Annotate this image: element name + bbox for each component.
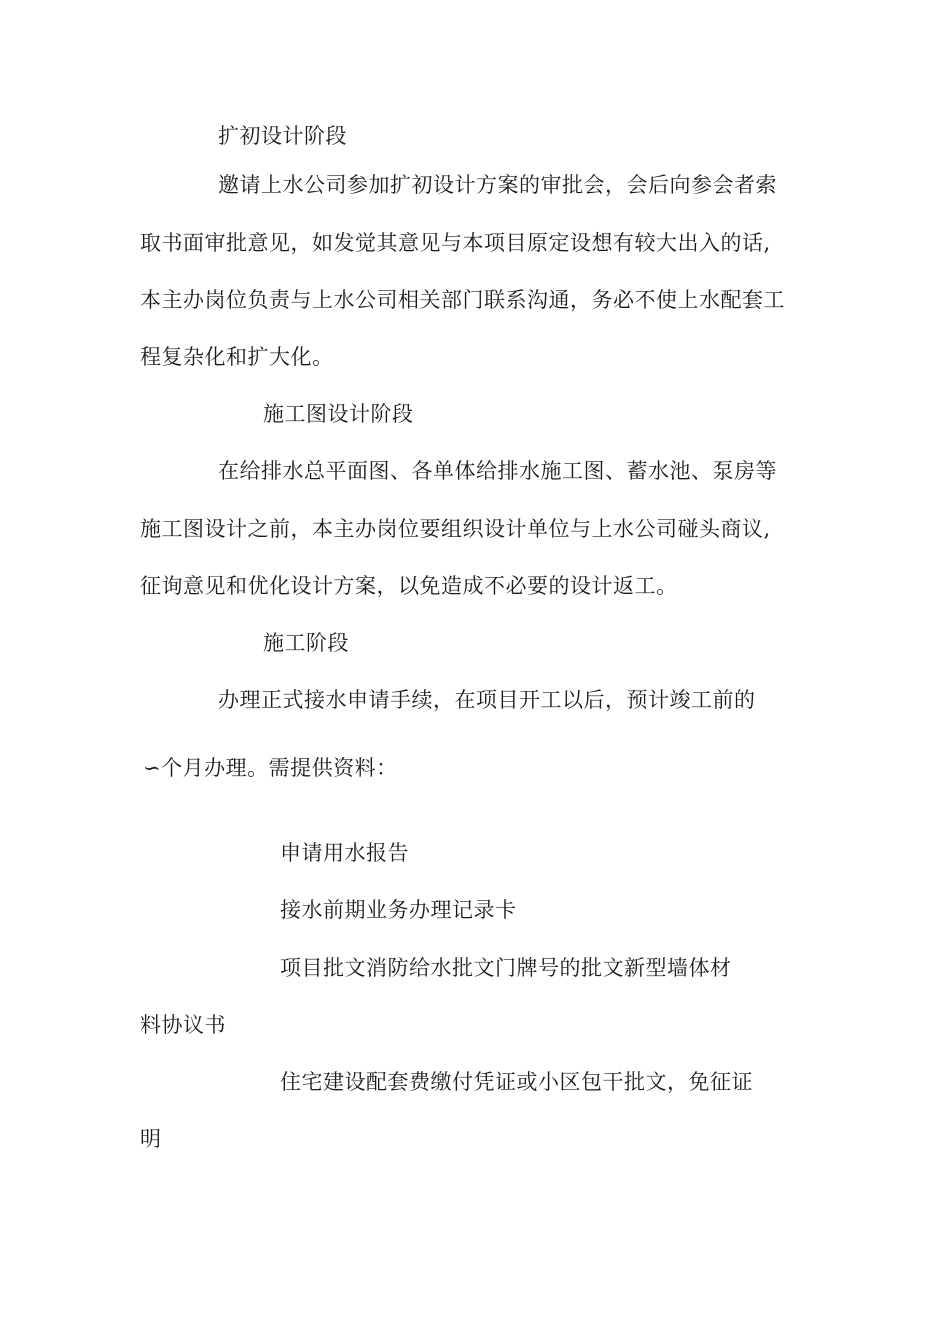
list-item: 接水前期业务办理记录卡 [280,898,517,922]
list-item: 申请用水报告 [280,841,409,865]
list-item: 项目批文消防给水批文门牌号的批文新型墙体材 [280,956,732,980]
paragraph-line: 施工图设计之前，本主办岗位要组织设计单位与上水公司碰头商议, [140,517,771,541]
paragraph-line: ∽个月办理。需提供资料： [143,756,398,780]
paragraph-line: 办理正式接水申请手续，在项目开工以后，预计竣工前的 [218,688,756,712]
paragraph-line: 征询意见和优化设计方案，以免造成不必要的设计返工。 [140,574,678,598]
list-item-continuation: 料协议书 [140,1013,226,1037]
list-item: 住宅建设配套费缴付凭证或小区包干批文，免征证 [280,1070,753,1094]
list-item-continuation: 明 [140,1127,162,1151]
paragraph-line: 取书面审批意见，如发觉其意见与本项目原定设想有较大出入的话, [140,231,771,255]
paragraph-line: 本主办岗位负责与上水公司相关部门联系沟通，务必不使上水配套工 [140,288,785,312]
paragraph-line: 程复杂化和扩大化。 [140,345,334,369]
section-heading-construction-drawing: 施工图设计阶段 [263,402,414,426]
paragraph-line: 在给排水总平面图、各单体给排水施工图、蓄水池、泵房等 [218,459,777,483]
section-heading-preliminary-design: 扩初设计阶段 [218,124,347,148]
paragraph-line: 邀请上水公司参加扩初设计方案的审批会，会后向参会者索 [218,173,777,197]
section-heading-construction-stage: 施工阶段 [263,631,349,655]
